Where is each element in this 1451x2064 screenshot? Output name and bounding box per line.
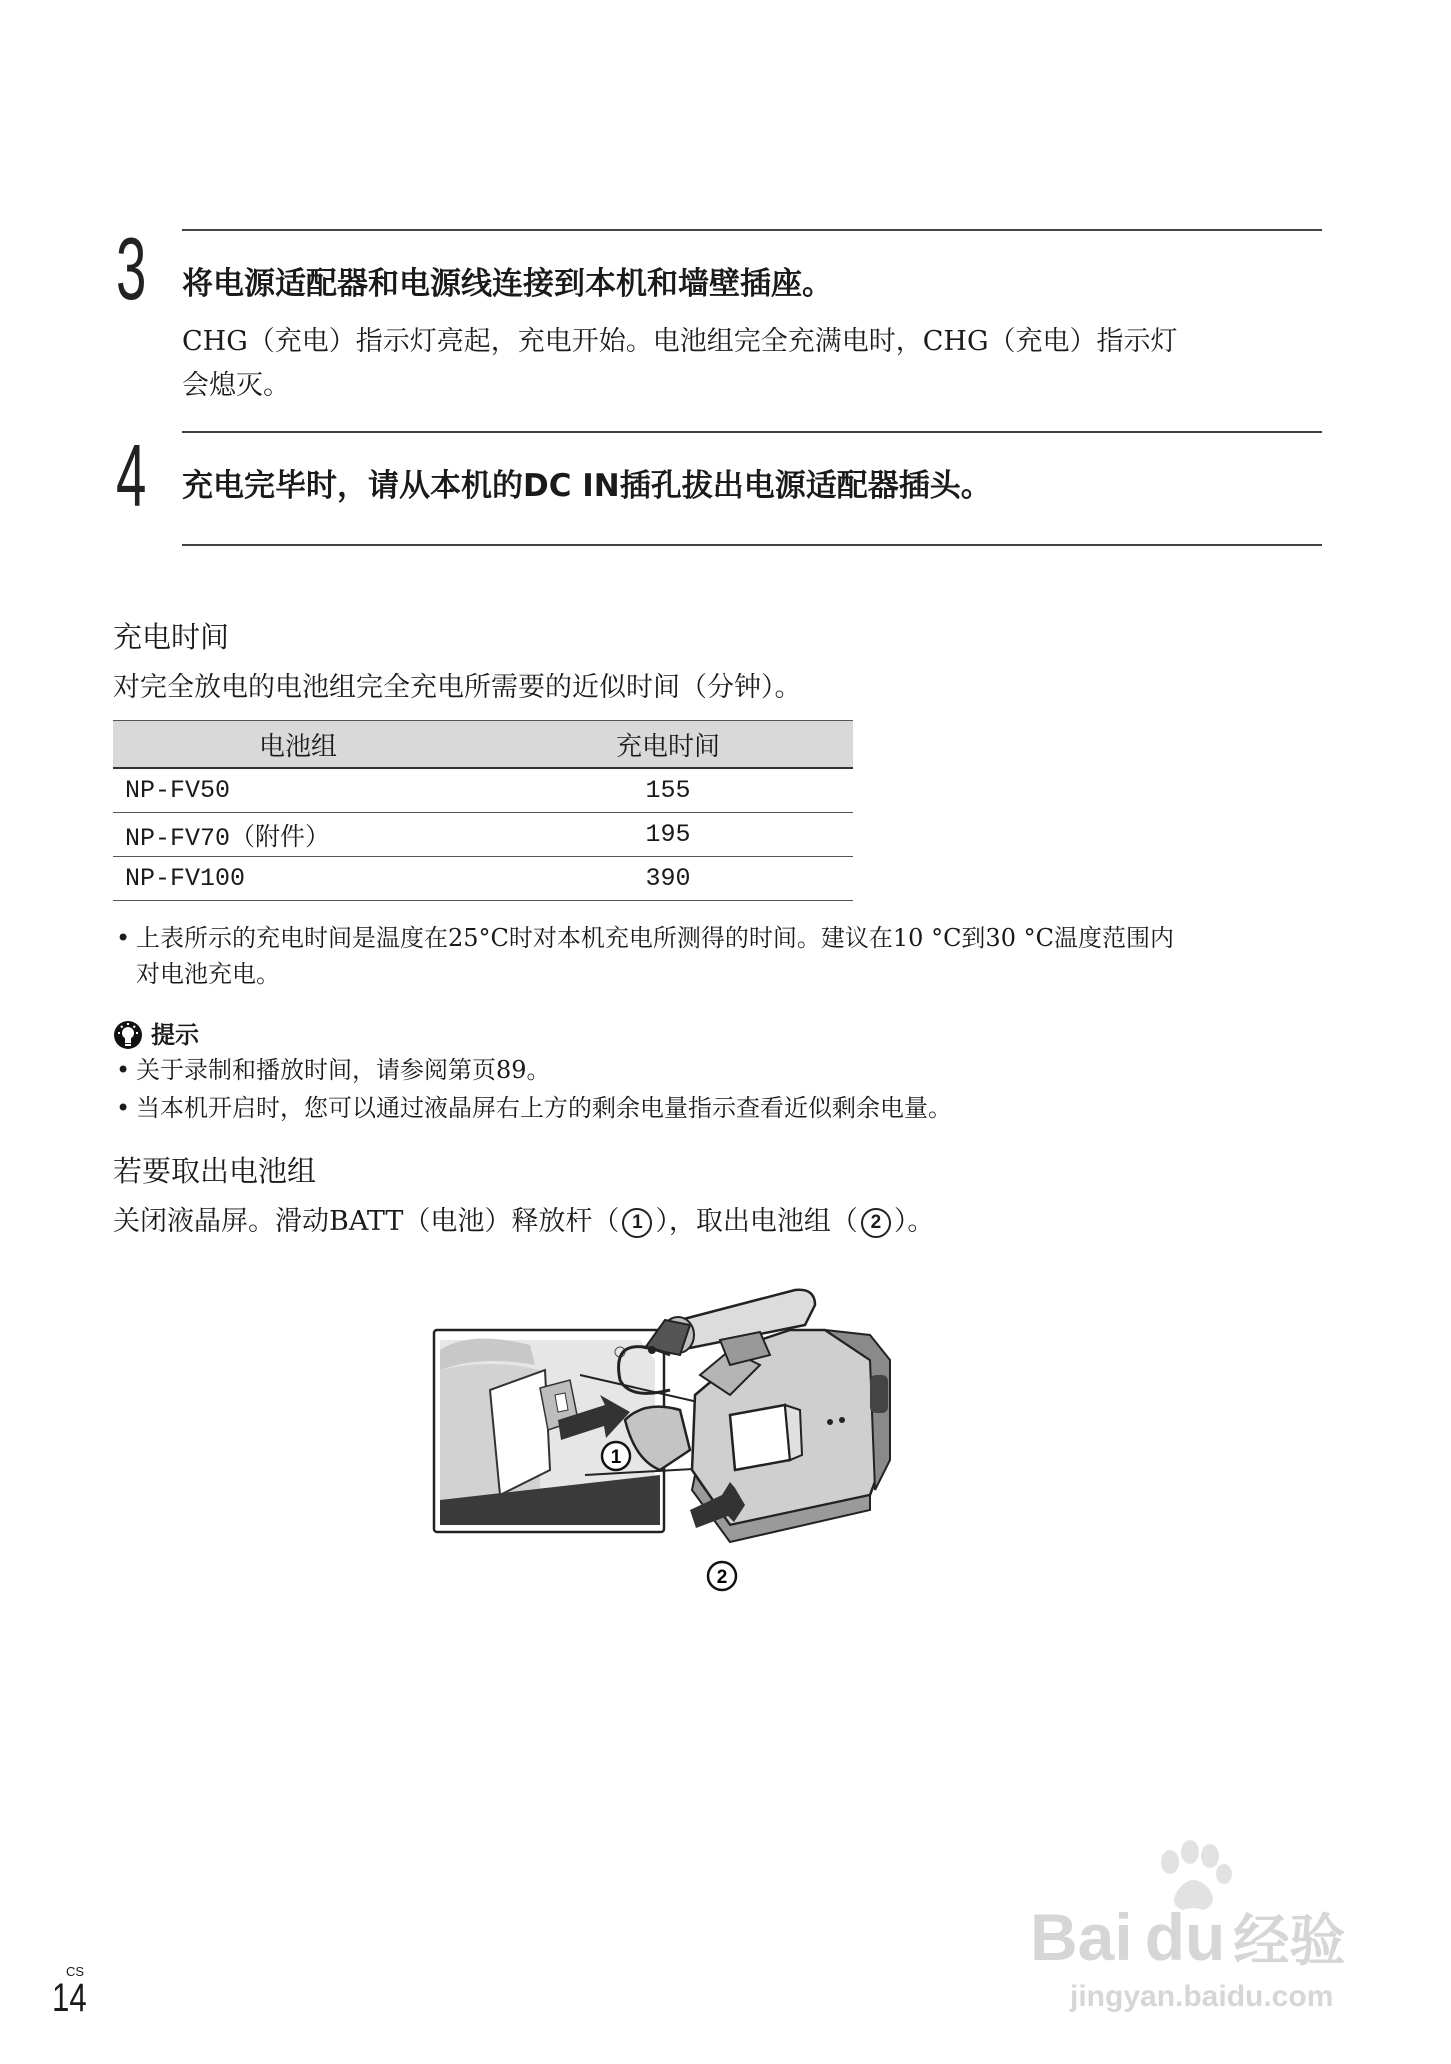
tip-item [116, 1052, 551, 1088]
table-cell-battery: NP-FV100 [113, 857, 483, 901]
step4-top-rule [182, 431, 1322, 433]
watermark-brand [1030, 1902, 1345, 1976]
table-header-row [113, 721, 853, 769]
remove-text-part: 关闭液晶屏。滑动BATT（电池）释放杆（ [113, 1206, 620, 1237]
charging-note-line1: 上表所示的充电时间是温度在25°C时对本机充电所测得的时间。建议在10 °C到30 °C温度范围内 [136, 924, 1174, 952]
callout-2-label: 2 [716, 1567, 728, 1588]
table-cell-time: 155 [483, 768, 853, 813]
step4-bottom-rule [182, 544, 1322, 546]
tip-text: 关于录制和播放时间，请参阅第页89。 [136, 1056, 551, 1084]
remove-battery-text [113, 1200, 934, 1244]
table-header-time: 充电时间 [483, 721, 853, 769]
table-cell-battery: NP-FV70（附件） [113, 813, 483, 857]
step3-body-line1: CHG（充电）指示灯亮起，充电开始。电池组完全充满电时，CHG（充电）指示灯 [182, 326, 1178, 357]
table-row [113, 857, 853, 901]
bullet-dot: • [116, 924, 131, 952]
watermark-suffix: 经验 [1233, 1909, 1346, 1972]
tips-heading: 提示 [151, 1021, 199, 1049]
watermark-brand-text: du [1144, 1900, 1226, 1974]
charging-note [116, 920, 1336, 992]
table-cell-time: 390 [483, 857, 853, 901]
lang-code: CS [66, 1964, 85, 1979]
step4-number: 4 [116, 426, 147, 525]
remove-battery-heading: 若要取出电池组 [113, 1154, 317, 1188]
table-row [113, 813, 853, 857]
remove-text-part: ），取出电池组（ [655, 1206, 858, 1237]
marker-1: 1 [622, 1208, 652, 1238]
charging-time-intro: 对完全放电的电池组完全充电所需要的近似时间（分钟）。 [113, 672, 802, 703]
callout-1-label: 1 [610, 1447, 622, 1468]
watermark-url: jingyan.baidu.com [1070, 1980, 1334, 2013]
table-header-battery: 电池组 [113, 721, 483, 769]
tip-item [116, 1090, 952, 1126]
charging-time-table [113, 720, 853, 901]
remove-text-part: ）。 [893, 1206, 935, 1237]
step3-top-rule [182, 229, 1322, 231]
table-cell-time: 195 [483, 813, 853, 857]
charging-note-line2: 对电池充电。 [136, 960, 280, 988]
callout-1 [602, 1442, 630, 1470]
camcorder-illustration [430, 1270, 1010, 1610]
bullet-dot: • [116, 1056, 131, 1084]
baidu-watermark [1030, 1840, 1430, 2040]
tip-text: 当本机开启时，您可以通过液晶屏右上方的剩余电量指示查看近似剩余电量。 [136, 1094, 952, 1122]
table-row [113, 768, 853, 813]
lightbulb-icon [113, 1020, 143, 1050]
step3-body-line2: 会熄灭。 [182, 370, 290, 401]
watermark-brand-text: Bai [1030, 1900, 1133, 1974]
callout-2 [708, 1562, 736, 1590]
step3-title: 将电源适配器和电源线连接到本机和墙壁插座。 [182, 266, 833, 302]
charging-time-heading: 充电时间 [113, 620, 230, 654]
step4-title: 充电完毕时，请从本机的DC IN插孔拔出电源适配器插头。 [182, 468, 992, 504]
marker-2: 2 [861, 1208, 891, 1238]
bullet-dot: • [116, 1094, 131, 1122]
table-cell-battery: NP-FV50 [113, 768, 483, 813]
step3-number: 3 [116, 219, 147, 318]
page-number: 14 [52, 1976, 87, 2020]
